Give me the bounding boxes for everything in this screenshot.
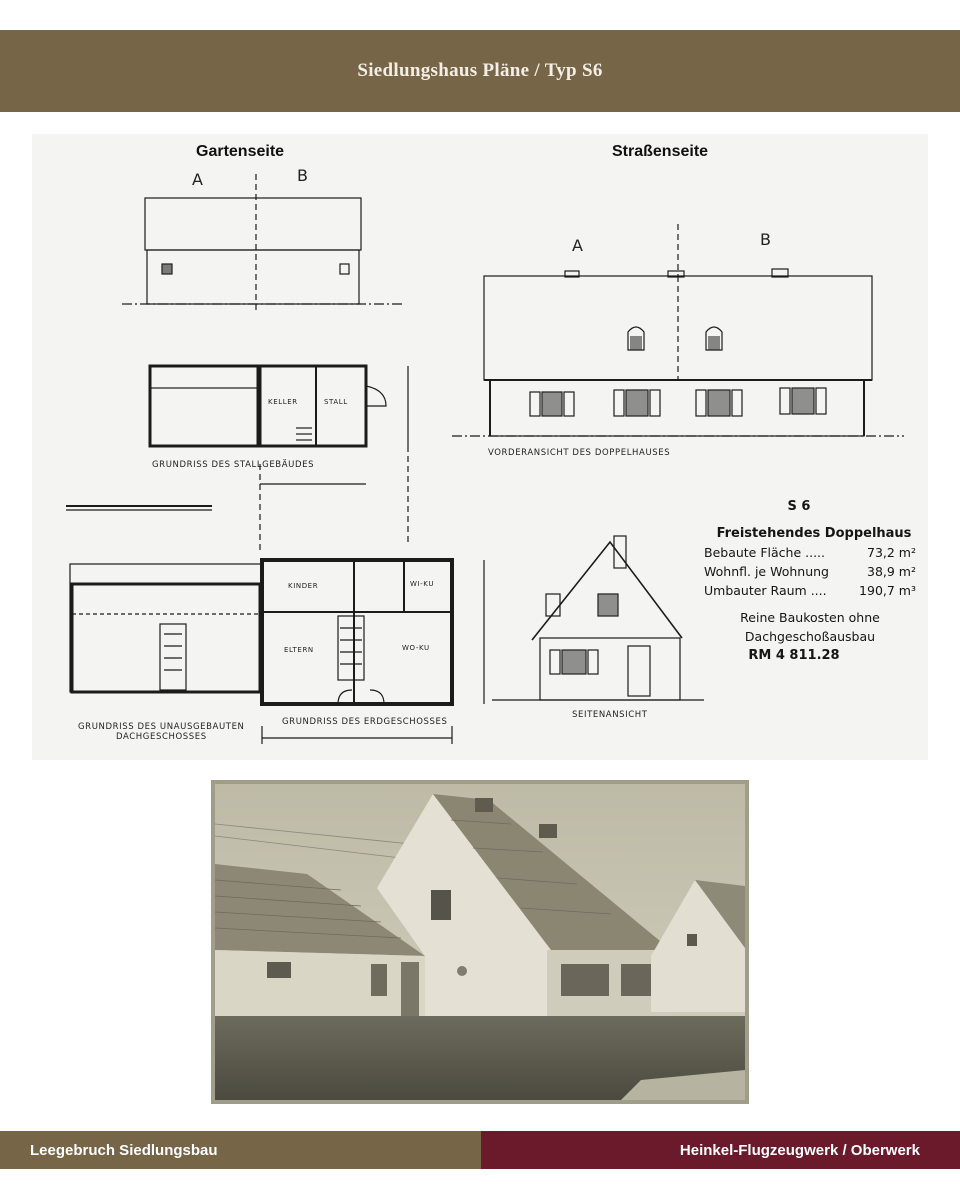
label-ground-plan: GRUNDRISS DES ERDGESCHOSSES: [282, 717, 448, 727]
label-attic-plan-2: DACHGESCHOSSES: [116, 732, 207, 742]
stable-roof: [145, 198, 361, 250]
side-gable: [532, 542, 682, 640]
historic-photo: [211, 780, 749, 1104]
footer-left-text: Leegebruch Siedlungsbau: [30, 1141, 218, 1159]
footer-right-text: Heinkel-Flugzeugwerk / Oberwerk: [679, 1141, 920, 1159]
room-stall: STALL: [324, 398, 348, 406]
specs-block: [704, 499, 934, 663]
specs-subtitle: Freistehendes Doppelhaus: [716, 526, 912, 541]
room-eltern: ELTERN: [284, 646, 314, 654]
footer-left-bar: [0, 1131, 481, 1169]
room-kinder: KINDER: [288, 582, 319, 590]
footer-right-bar: [481, 1131, 960, 1169]
specs-type: S 6: [787, 499, 811, 514]
mark-a-garden: A: [192, 170, 203, 189]
specs-row: Umbauter Raum .... 190,7 m³: [704, 583, 916, 598]
specs-row: Bebaute Fläche ..... 73,2 m²: [704, 545, 916, 560]
mark-b-garden: B: [297, 166, 308, 185]
label-stable-plan: GRUNDRISS DES STALLGEBÄUDES: [152, 460, 315, 470]
stable-wall: [147, 250, 359, 304]
header-bar: [0, 30, 960, 112]
label-front-view: VORDERANSICHT DES DOPPELHAUSES: [488, 448, 671, 458]
street-side-heading: Straßenseite: [612, 143, 709, 160]
architectural-plan: [32, 134, 928, 760]
garden-side-heading: Gartenseite: [196, 143, 285, 160]
cost-line-1: Reine Baukosten ohne: [740, 610, 880, 625]
page-title: Siedlungshaus Pläne / Typ S6: [357, 60, 603, 81]
specs-row: Wohnfl. je Wohnung 38,9 m²: [704, 564, 916, 579]
cost-value: RM 4 811.28: [748, 648, 840, 663]
mark-a-street: A: [572, 236, 583, 255]
plan-drawing: [32, 134, 928, 760]
room-woku: WO-KU: [402, 644, 430, 652]
mark-b-street: B: [760, 230, 771, 249]
room-keller: KELLER: [268, 398, 298, 406]
photo-drawing: [211, 780, 749, 1104]
label-side-view: SEITENANSICHT: [572, 710, 648, 720]
room-wiku: WI-KU: [410, 580, 435, 588]
label-attic-plan: GRUNDRISS DES UNAUSGEBAUTEN: [78, 722, 245, 732]
cost-line-2: Dachgeschoßausbau: [744, 629, 876, 644]
